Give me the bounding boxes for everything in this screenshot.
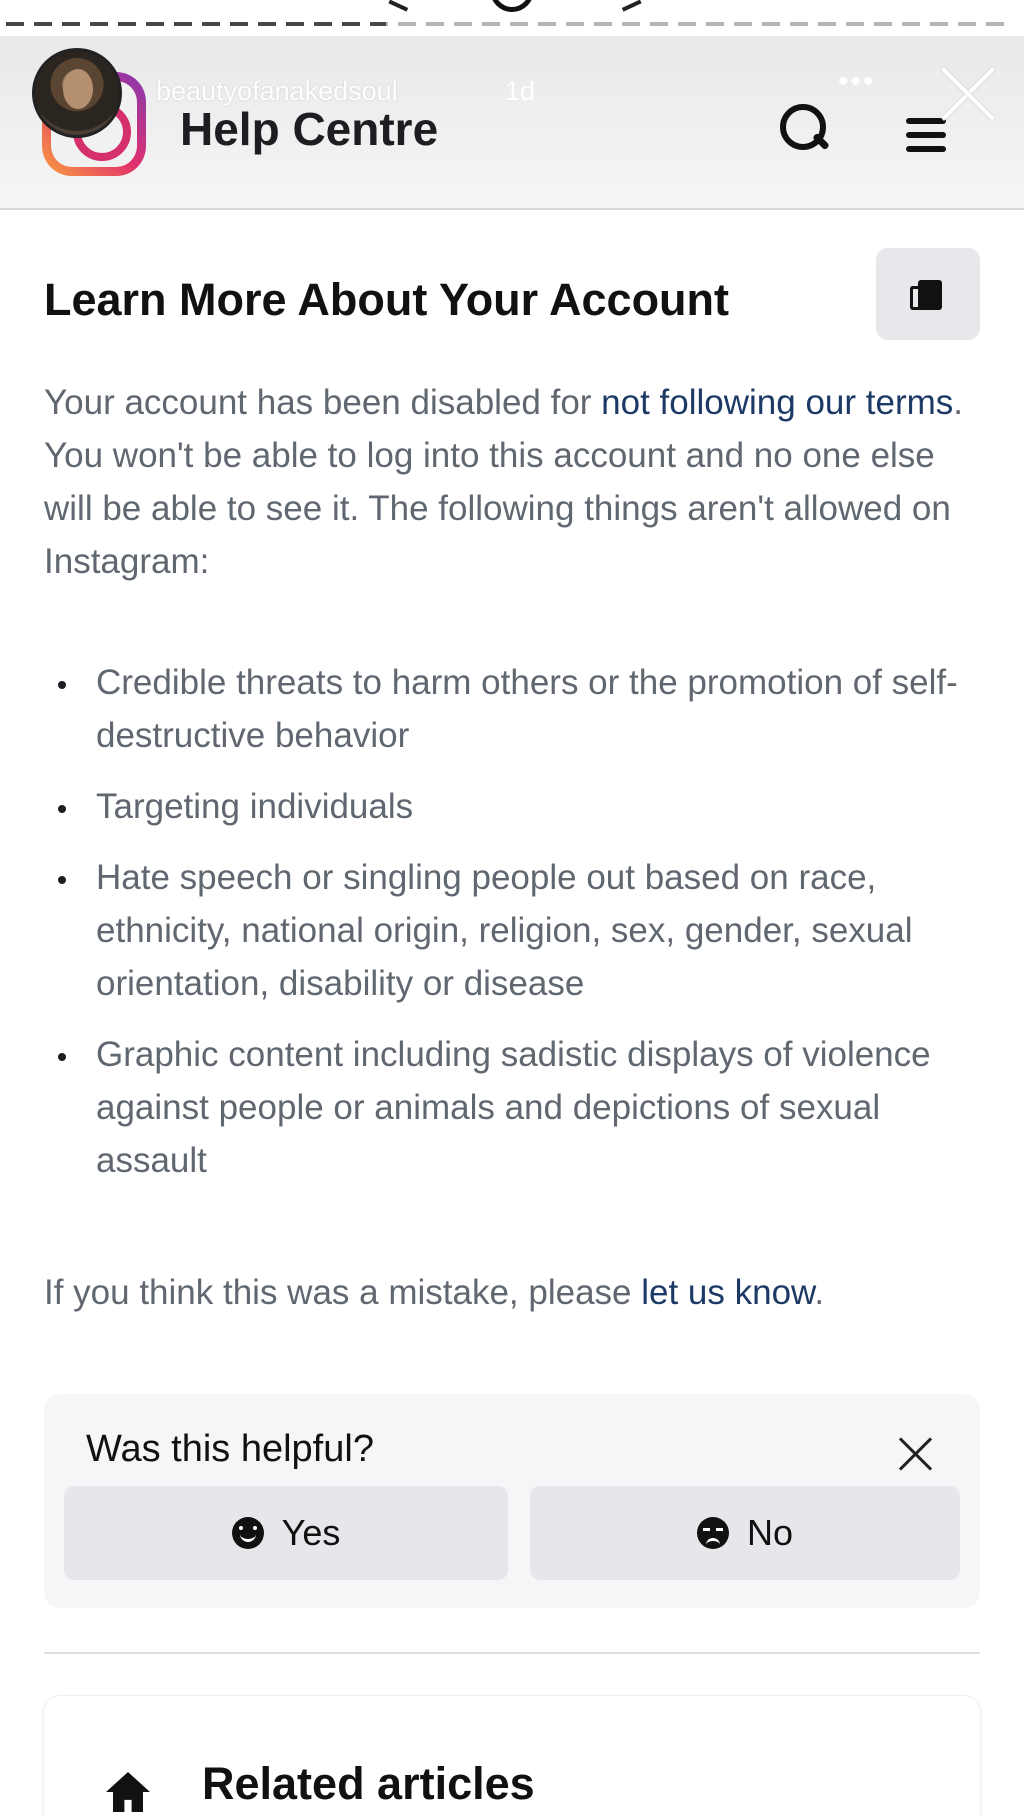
story-nav-right-chevron-icon xyxy=(618,0,641,12)
feedback-card xyxy=(44,1394,980,1608)
list-item: Graphic content including sadistic displays of violence against people or animals and depictions of sexual assault xyxy=(44,1028,992,1187)
mistake-period: . xyxy=(814,1273,825,1312)
article-intro xyxy=(44,376,992,588)
story-username[interactable]: beautyofanakedsoul xyxy=(156,76,398,106)
story-nav-left-chevron-icon xyxy=(388,0,411,12)
list-item: Credible threats to harm others or the promotion of self-destructive behavior xyxy=(44,656,992,762)
mistake-note xyxy=(44,1266,824,1319)
feedback-question: Was this helpful? xyxy=(86,1428,374,1470)
let-us-know-link[interactable]: let us know xyxy=(641,1273,815,1312)
help-centre-header xyxy=(0,36,1024,210)
terms-link[interactable]: not following our terms xyxy=(601,383,954,422)
intro-text-continued: . You won't be able to log into this account and no one else will be able to see it. The following things aren't allowed on Instagram: xyxy=(44,383,964,581)
feedback-yes-label: Yes xyxy=(281,1512,341,1553)
related-articles-card[interactable] xyxy=(44,1696,980,1816)
feedback-no-button[interactable] xyxy=(530,1486,960,1580)
story-timestamp: 1d xyxy=(505,76,536,106)
list-item: Targeting individuals xyxy=(44,780,992,833)
article-heading: Learn More About Your Account xyxy=(44,274,730,325)
related-articles-title: Related articles xyxy=(202,1758,535,1809)
story-more-options-icon[interactable]: ••• xyxy=(838,65,876,98)
copy-link-button[interactable] xyxy=(876,248,980,340)
story-avatar[interactable] xyxy=(32,48,122,138)
copy-icon xyxy=(918,280,942,310)
smiley-face-icon xyxy=(232,1517,264,1549)
list-item: Hate speech or singling people out based on race, ethnicity, national origin, religion, sex, gender, sexual orientation, disability or disease xyxy=(44,851,992,1010)
mistake-text: If you think this was a mistake, please xyxy=(44,1273,642,1312)
feedback-no-label: No xyxy=(746,1512,794,1553)
search-icon[interactable] xyxy=(776,100,834,158)
close-feedback-icon[interactable] xyxy=(896,1434,936,1474)
story-top-glyph-icon xyxy=(490,0,534,12)
close-story-icon[interactable] xyxy=(936,62,1000,126)
sad-face-icon xyxy=(697,1517,729,1549)
section-divider xyxy=(44,1652,980,1654)
feedback-yes-button[interactable] xyxy=(64,1486,508,1580)
intro-text: Your account has been disabled for xyxy=(44,383,602,422)
page-title: Help Centre xyxy=(180,103,439,155)
home-icon xyxy=(106,1772,146,1812)
story-progress-fill xyxy=(6,22,386,26)
disallowed-things-list xyxy=(44,656,992,1205)
